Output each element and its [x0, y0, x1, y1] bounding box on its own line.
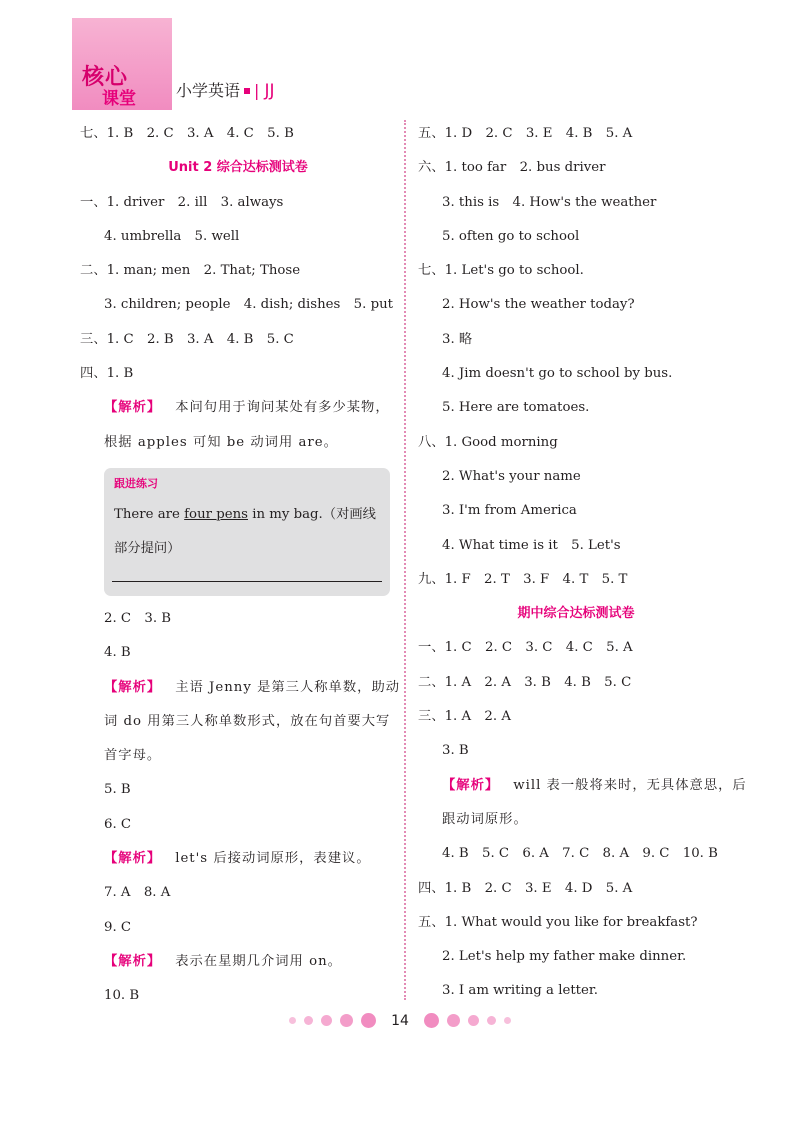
practice-text: in my bag.（对画线部分提问） [114, 506, 376, 556]
practice-title: 跟进练习 [114, 476, 158, 490]
answer-line: 九、1. F 2. T 3. F 4. T 5. T [418, 571, 628, 587]
analysis-text: will 表一般将来时，无具体意思，后 [513, 777, 747, 793]
analysis-text: 根据 apples 可知 be 动词用 are。 [104, 434, 338, 450]
analysis-tag: 【解析】 [104, 400, 162, 416]
answer-line: 2. C 3. B [104, 610, 172, 626]
pager-dot [504, 1017, 511, 1024]
pager-dot [424, 1013, 439, 1028]
answer-line: 三、1. C 2. B 3. A 4. B 5. C [80, 331, 294, 347]
pager-dot [304, 1016, 313, 1025]
pager-dot [487, 1016, 496, 1025]
answer-line: 一、1. driver 2. ill 3. always [80, 194, 284, 210]
answer-line: 3. children; people 4. dish; dishes 5. put [104, 297, 393, 313]
edition-label: JJ [264, 81, 275, 101]
left-column [80, 117, 401, 1014]
analysis-text: let's 后接动词原形，表建议。 [175, 851, 371, 867]
subject-label [176, 78, 275, 101]
analysis-text: 词 do 用第三人称单数形式，放在句首要大写 [104, 713, 391, 729]
answer-line: 二、1. man; men 2. That; Those [80, 263, 301, 279]
analysis-note [80, 391, 396, 425]
answer-line: 9. C [104, 919, 132, 935]
pager-dot [361, 1013, 376, 1028]
answer-line: 3. this is 4. How's the weather [442, 194, 657, 210]
page-header [72, 18, 312, 114]
answer-line: 一、1. C 2. C 3. C 4. C 5. A [418, 640, 633, 656]
analysis-note [80, 671, 401, 705]
answer-line: 4. B [104, 645, 131, 661]
analysis-tag: 【解析】 [442, 777, 500, 793]
answer-line: 五、1. What would you like for breakfast? [418, 914, 698, 930]
analysis-text: 首字母。 [104, 748, 162, 764]
answer-line: 2. How's the weather today? [442, 297, 635, 313]
answer-line: 八、1. Good morning [418, 434, 558, 450]
answer-line: 四、1. B 2. C 3. E 4. D 5. A [418, 880, 633, 896]
answer-line: 3. I am writing a letter. [442, 983, 598, 999]
practice-text: There are [114, 506, 185, 522]
answer-line: 5. often go to school [442, 228, 580, 244]
answer-line: 10. B [104, 988, 140, 1004]
answer-line: 4. umbrella 5. well [104, 228, 240, 244]
practice-question [114, 498, 382, 566]
pager-dot [321, 1015, 332, 1026]
answer-line: 3. I'm from America [442, 503, 577, 519]
underlined-phrase: four pens [184, 506, 248, 522]
analysis-text: 本问句用于询问某处有多少某物， [175, 400, 390, 416]
analysis-tag: 【解析】 [104, 953, 162, 969]
logo [72, 18, 172, 110]
subject-name: 小学英语 [176, 81, 241, 100]
separator-square [244, 88, 250, 94]
answer-line: 3. 略 [442, 331, 473, 347]
analysis-note [80, 842, 396, 876]
answer-blank-line [112, 581, 382, 582]
answer-line: 三、1. A 2. A [418, 709, 511, 725]
page-footer [0, 1010, 800, 1034]
column-divider [404, 120, 406, 1000]
right-column [418, 117, 747, 1009]
analysis-tag: 【解析】 [104, 851, 162, 867]
answer-line: 4. What time is it 5. Let's [442, 537, 621, 553]
pager-dot [289, 1017, 296, 1024]
answer-line: 5. Here are tomatoes. [442, 400, 590, 416]
analysis-text: 主语 Jenny 是第三人称单数，助动 [175, 679, 401, 695]
logo-title: 核心 [82, 65, 129, 90]
pager-dot [447, 1014, 460, 1027]
answer-line: 七、1. B 2. C 3. A 4. C 5. B [80, 126, 294, 141]
answer-line: 六、1. too far 2. bus driver [418, 160, 606, 176]
answer-line: 四、1. B [80, 366, 134, 382]
answer-line: 七、1. Let's go to school. [418, 263, 584, 279]
analysis-note [418, 769, 747, 803]
pager-dot [340, 1014, 353, 1027]
pager-dot [468, 1015, 479, 1026]
answer-line: 3. B [442, 743, 469, 759]
logo-subtitle: 课堂 [102, 89, 136, 109]
answer-line: 5. B [104, 782, 131, 798]
section-title: Unit 2 综合达标测试卷 [168, 160, 308, 176]
analysis-tag: 【解析】 [104, 679, 162, 695]
answer-line: 4. Jim doesn't go to school by bus. [442, 366, 673, 382]
analysis-note [80, 945, 396, 979]
answer-line: 2. Let's help my father make dinner. [442, 949, 687, 965]
separator-bar: | [254, 81, 260, 100]
analysis-text: 表示在星期几介词用 on。 [175, 953, 342, 969]
answer-line: 五、1. D 2. C 3. E 4. B 5. A [418, 126, 633, 141]
practice-box [104, 468, 390, 596]
page-number: 14 [391, 1012, 409, 1029]
answer-line: 7. A 8. A [104, 885, 171, 901]
answer-line: 二、1. A 2. A 3. B 4. B 5. C [418, 674, 632, 690]
answer-line: 6. C [104, 816, 132, 832]
answer-line: 2. What's your name [442, 468, 581, 484]
answer-line: 4. B 5. C 6. A 7. C 8. A 9. C 10. B [442, 846, 718, 862]
analysis-text: 跟动词原形。 [442, 811, 528, 827]
section-title: 期中综合达标测试卷 [517, 606, 635, 622]
